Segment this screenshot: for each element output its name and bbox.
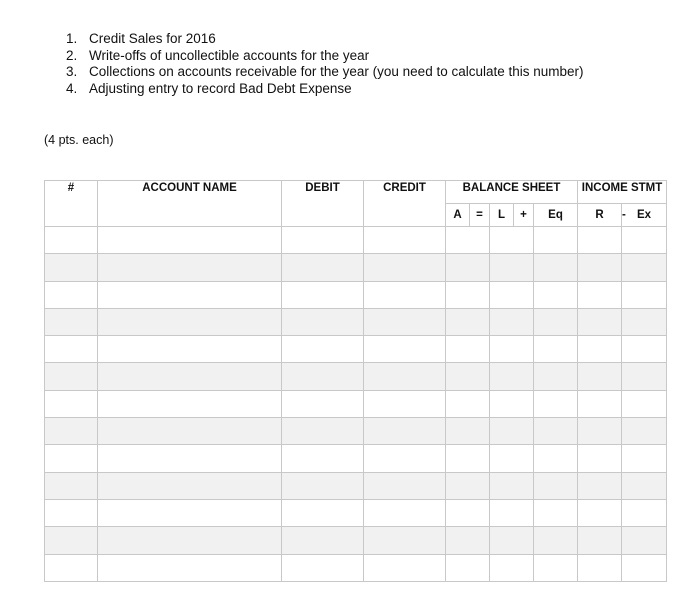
- cell-account-name[interactable]: [98, 336, 282, 363]
- table-row: [45, 472, 667, 499]
- subheader-revenue: R: [578, 204, 622, 227]
- col-header-debit: DEBIT: [282, 181, 364, 227]
- table-row: [45, 308, 667, 335]
- cell-expense[interactable]: [622, 336, 667, 363]
- cell-equity[interactable]: [534, 336, 578, 363]
- cell-credit[interactable]: [364, 499, 446, 526]
- cell-assets[interactable]: [446, 418, 490, 445]
- cell-assets[interactable]: [446, 472, 490, 499]
- table-row: [45, 499, 667, 526]
- cell-liabilities[interactable]: [490, 254, 534, 281]
- cell-equity[interactable]: [534, 227, 578, 254]
- cell-expense[interactable]: [622, 445, 667, 472]
- cell-account-name[interactable]: [98, 308, 282, 335]
- subheader-equals: =: [470, 204, 490, 227]
- cell-debit[interactable]: [282, 554, 364, 581]
- cell-credit[interactable]: [364, 336, 446, 363]
- cell-equity[interactable]: [534, 527, 578, 554]
- cell-revenue[interactable]: [578, 281, 622, 308]
- cell-number[interactable]: [45, 254, 98, 281]
- cell-liabilities[interactable]: [490, 527, 534, 554]
- cell-expense[interactable]: [622, 472, 667, 499]
- cell-credit[interactable]: [364, 390, 446, 417]
- cell-debit[interactable]: [282, 445, 364, 472]
- cell-expense[interactable]: [622, 227, 667, 254]
- cell-assets[interactable]: [446, 390, 490, 417]
- cell-equity[interactable]: [534, 308, 578, 335]
- col-header-income-stmt: INCOME STMT: [578, 181, 667, 204]
- cell-liabilities[interactable]: [490, 308, 534, 335]
- cell-revenue[interactable]: [578, 472, 622, 499]
- instruction-list: [66, 31, 584, 97]
- table-row: [45, 445, 667, 472]
- cell-liabilities[interactable]: [490, 554, 534, 581]
- cell-equity[interactable]: [534, 499, 578, 526]
- cell-liabilities[interactable]: [490, 281, 534, 308]
- cell-liabilities[interactable]: [490, 227, 534, 254]
- cell-account-name[interactable]: [98, 254, 282, 281]
- cell-credit[interactable]: [364, 418, 446, 445]
- cell-account-name[interactable]: [98, 390, 282, 417]
- cell-revenue[interactable]: [578, 336, 622, 363]
- cell-account-name[interactable]: [98, 445, 282, 472]
- cell-expense[interactable]: [622, 418, 667, 445]
- cell-equity[interactable]: [534, 254, 578, 281]
- cell-assets[interactable]: [446, 281, 490, 308]
- list-item: 2. Write-offs of uncollectible accounts for the year: [66, 47, 370, 63]
- cell-debit[interactable]: [282, 527, 364, 554]
- cell-revenue[interactable]: [578, 308, 622, 335]
- col-header-balance-sheet: BALANCE SHEET: [446, 181, 578, 204]
- cell-credit[interactable]: [364, 281, 446, 308]
- cell-assets[interactable]: [446, 554, 490, 581]
- cell-credit[interactable]: [364, 527, 446, 554]
- cell-debit[interactable]: [282, 472, 364, 499]
- table-row: [45, 554, 667, 581]
- cell-assets[interactable]: [446, 363, 490, 390]
- cell-assets[interactable]: [446, 527, 490, 554]
- table-body: [45, 227, 667, 582]
- cell-assets[interactable]: [446, 227, 490, 254]
- cell-expense[interactable]: [622, 499, 667, 526]
- table-row: [45, 227, 667, 254]
- cell-credit[interactable]: [364, 472, 446, 499]
- cell-revenue[interactable]: [578, 527, 622, 554]
- cell-expense[interactable]: [622, 554, 667, 581]
- cell-credit[interactable]: [364, 363, 446, 390]
- cell-revenue[interactable]: [578, 445, 622, 472]
- col-header-account-name: ACCOUNT NAME: [98, 181, 282, 227]
- cell-debit[interactable]: [282, 336, 364, 363]
- cell-equity[interactable]: [534, 418, 578, 445]
- cell-debit[interactable]: [282, 281, 364, 308]
- table-row: [45, 418, 667, 445]
- subheader-plus: +: [514, 204, 534, 227]
- journal-entry-table: # ACCOUNT NAME DEBIT CREDIT BALANCE SHEET INCOME STMT A = L + Eq R - Ex: [44, 180, 667, 582]
- cell-equity[interactable]: [534, 363, 578, 390]
- cell-revenue[interactable]: [578, 554, 622, 581]
- cell-liabilities[interactable]: [490, 472, 534, 499]
- cell-revenue[interactable]: [578, 418, 622, 445]
- cell-expense[interactable]: [622, 281, 667, 308]
- cell-number[interactable]: [45, 336, 98, 363]
- list-item: 1. Credit Sales for 2016: [66, 31, 216, 46]
- table-row: [45, 336, 667, 363]
- cell-account-name[interactable]: [98, 472, 282, 499]
- cell-debit[interactable]: [282, 227, 364, 254]
- table-row: [45, 254, 667, 281]
- cell-debit[interactable]: [282, 499, 364, 526]
- cell-debit[interactable]: [282, 418, 364, 445]
- cell-assets[interactable]: [446, 445, 490, 472]
- cell-expense[interactable]: [622, 308, 667, 335]
- cell-revenue[interactable]: [578, 227, 622, 254]
- cell-liabilities[interactable]: [490, 390, 534, 417]
- cell-assets[interactable]: [446, 308, 490, 335]
- list-item: 4. Adjusting entry to record Bad Debt Expense: [66, 80, 352, 96]
- cell-liabilities[interactable]: [490, 445, 534, 472]
- cell-number[interactable]: [45, 281, 98, 308]
- cell-number[interactable]: [45, 390, 98, 417]
- cell-equity[interactable]: [534, 445, 578, 472]
- cell-number[interactable]: [45, 418, 98, 445]
- subheader-liabilities: L: [490, 204, 514, 227]
- cell-credit[interactable]: [364, 254, 446, 281]
- cell-expense[interactable]: [622, 527, 667, 554]
- cell-equity[interactable]: [534, 281, 578, 308]
- cell-account-name[interactable]: [98, 527, 282, 554]
- cell-number[interactable]: [45, 472, 98, 499]
- subheader-equity: Eq: [534, 204, 578, 227]
- cell-liabilities[interactable]: [490, 499, 534, 526]
- cell-credit[interactable]: [364, 554, 446, 581]
- points-note: (4 pts. each): [44, 133, 114, 147]
- cell-revenue[interactable]: [578, 254, 622, 281]
- table-row: [45, 390, 667, 417]
- cell-debit[interactable]: [282, 363, 364, 390]
- cell-revenue[interactable]: [578, 363, 622, 390]
- cell-account-name[interactable]: [98, 363, 282, 390]
- cell-number[interactable]: [45, 499, 98, 526]
- cell-number[interactable]: [45, 554, 98, 581]
- cell-number[interactable]: [45, 227, 98, 254]
- cell-liabilities[interactable]: [490, 363, 534, 390]
- cell-equity[interactable]: [534, 554, 578, 581]
- cell-expense[interactable]: [622, 254, 667, 281]
- cell-debit[interactable]: [282, 390, 364, 417]
- cell-number[interactable]: [45, 308, 98, 335]
- cell-credit[interactable]: [364, 227, 446, 254]
- cell-equity[interactable]: [534, 390, 578, 417]
- cell-account-name[interactable]: [98, 281, 282, 308]
- cell-account-name[interactable]: [98, 499, 282, 526]
- cell-assets[interactable]: [446, 254, 490, 281]
- cell-credit[interactable]: [364, 308, 446, 335]
- cell-equity[interactable]: [534, 472, 578, 499]
- cell-number[interactable]: [45, 445, 98, 472]
- col-header-credit: CREDIT: [364, 181, 446, 227]
- cell-expense[interactable]: [622, 390, 667, 417]
- cell-account-name[interactable]: [98, 227, 282, 254]
- cell-credit[interactable]: [364, 445, 446, 472]
- table-row: [45, 527, 667, 554]
- col-header-number: #: [45, 181, 98, 227]
- cell-assets[interactable]: [446, 499, 490, 526]
- cell-debit[interactable]: [282, 254, 364, 281]
- cell-account-name[interactable]: [98, 554, 282, 581]
- cell-revenue[interactable]: [578, 499, 622, 526]
- cell-revenue[interactable]: [578, 390, 622, 417]
- cell-account-name[interactable]: [98, 418, 282, 445]
- list-item: 3. Collections on accounts receivable for the year (you need to calculate this number): [66, 64, 584, 79]
- table-row: [45, 363, 667, 390]
- cell-liabilities[interactable]: [490, 418, 534, 445]
- table-row: [45, 281, 667, 308]
- cell-debit[interactable]: [282, 308, 364, 335]
- cell-liabilities[interactable]: [490, 336, 534, 363]
- cell-number[interactable]: [45, 527, 98, 554]
- cell-number[interactable]: [45, 363, 98, 390]
- subheader-assets: A: [446, 204, 470, 227]
- cell-expense[interactable]: [622, 363, 667, 390]
- cell-assets[interactable]: [446, 336, 490, 363]
- subheader-expense: Ex: [622, 204, 667, 227]
